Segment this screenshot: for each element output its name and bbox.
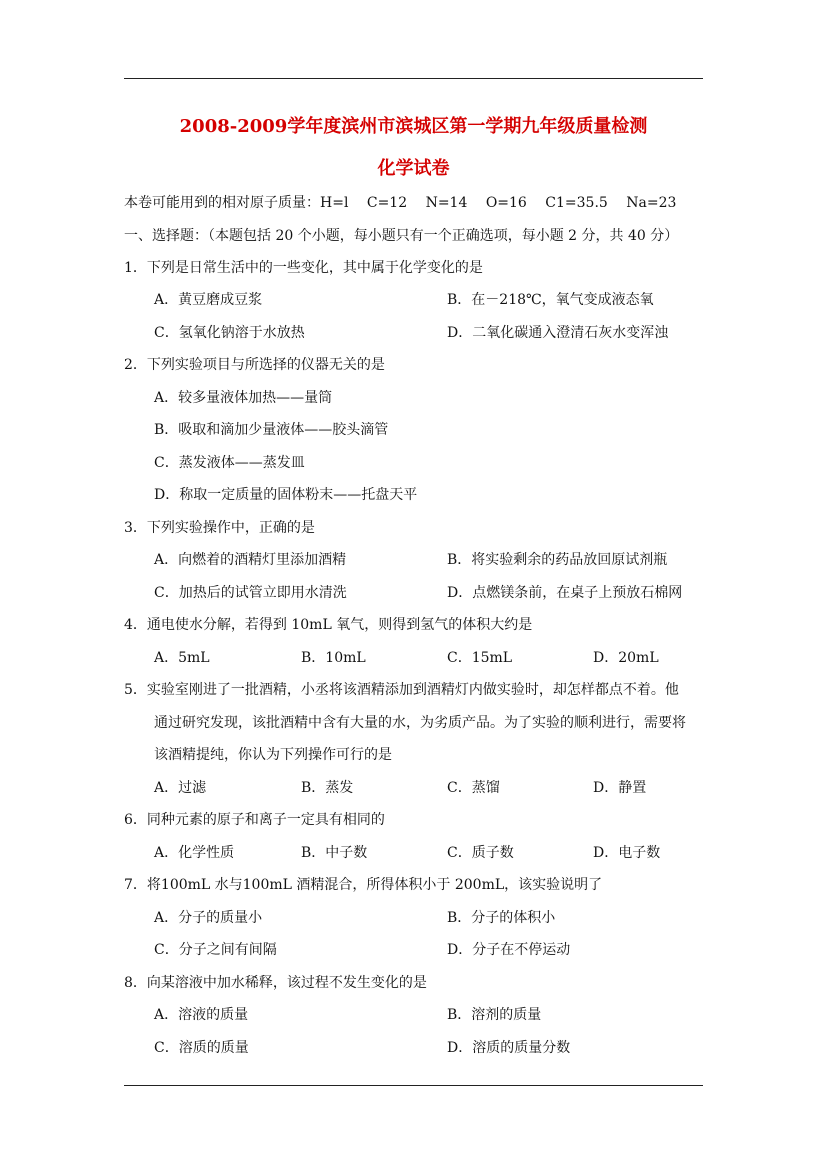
option-d: D．点燃镁条前，在桌子上预放石棉网: [447, 585, 683, 601]
option-b: B．中子数: [301, 845, 368, 861]
question-stem: 5．实验室刚进了一批酒精，小丞将该酒精添加到酒精灯内做实验时，却怎样都点不着。他: [124, 682, 679, 698]
option-d: D．20mL: [593, 650, 659, 666]
option-b: B．分子的体积小: [447, 910, 556, 926]
option-a: A．向燃着的酒精灯里添加酒精: [154, 552, 347, 568]
question-stem: 7．将100mL 水与100mL 酒精混合，所得体积小于 200mL，该实验说明了: [124, 877, 603, 893]
option-c: C．蒸发液体——蒸发皿: [154, 455, 305, 471]
question-stem: 2．下列实验项目与所选择的仪器无关的是: [124, 357, 385, 373]
question-stem: 3．下列实验操作中，正确的是: [124, 520, 315, 536]
option-d: D．二氧化碳通入澄清石灰水变浑浊: [447, 325, 669, 341]
option-b: B．溶剂的质量: [447, 1007, 542, 1023]
option-a: A．分子的质量小: [154, 910, 263, 926]
exam-title: 2008-2009学年度滨州市滨城区第一学期九年级质量检测: [179, 116, 648, 137]
option-a: A．过滤: [154, 780, 207, 796]
option-a: A．黄豆磨成豆浆: [154, 292, 263, 308]
question-stem: 4．通电使水分解，若得到 10mL 氧气，则得到氢气的体积大约是: [124, 617, 533, 633]
footer-rule: [124, 1085, 703, 1086]
question-stem-continued: 通过研究发现，该批酒精中含有大量的水，为劣质产品。为了实验的顺利进行，需要将: [154, 715, 686, 731]
option-b: B．吸取和滴加少量液体——胶头滴管: [154, 422, 389, 438]
header-rule: [124, 78, 703, 79]
option-a: A．5mL: [154, 650, 210, 666]
option-a: A．溶液的质量: [154, 1007, 249, 1023]
option-b: B．蒸发: [301, 780, 354, 796]
option-a: A．化学性质: [154, 845, 235, 861]
option-c: C．加热后的试管立即用水清洗: [154, 585, 347, 601]
option-a: A．较多量液体加热——量筒: [154, 390, 333, 406]
option-c: C．质子数: [447, 845, 514, 861]
option-d: D．电子数: [593, 845, 661, 861]
option-c: C．15mL: [447, 650, 513, 666]
section-heading: 一、选择题：（本题包括 20 个小题，每小题只有一个正确选项，每小题 2 分，共 40 分）: [124, 228, 679, 244]
option-c: C．蒸馏: [447, 780, 500, 796]
question-stem-continued: 该酒精提纯，你认为下列操作可行的是: [154, 747, 392, 763]
exam-subtitle: 化学试卷: [377, 158, 450, 179]
option-b: B．10mL: [301, 650, 366, 666]
option-d: D．称取一定质量的固体粉末——托盘天平: [154, 487, 418, 503]
option-c: C．分子之间有间隔: [154, 942, 277, 958]
option-d: D．静置: [593, 780, 647, 796]
option-b: B．在－218℃，氧气变成液态氧: [447, 292, 654, 308]
atomic-mass-note: 本卷可能用到的相对原子质量：H=l C=12 N=14 O=16 C1=35.5 Na=23: [124, 195, 677, 211]
option-d: D．溶质的质量分数: [447, 1040, 571, 1056]
question-stem: 1．下列是日常生活中的一些变化，其中属于化学变化的是: [124, 260, 483, 276]
option-d: D．分子在不停运动: [447, 942, 571, 958]
question-stem: 6．同种元素的原子和离子一定具有相同的: [124, 812, 385, 828]
question-stem: 8．向某溶液中加水稀释，该过程不发生变化的是: [124, 975, 427, 991]
option-c: C．溶质的质量: [154, 1040, 249, 1056]
option-c: C．氢氧化钠溶于水放热: [154, 325, 305, 341]
option-b: B．将实验剩余的药品放回原试剂瓶: [447, 552, 668, 568]
